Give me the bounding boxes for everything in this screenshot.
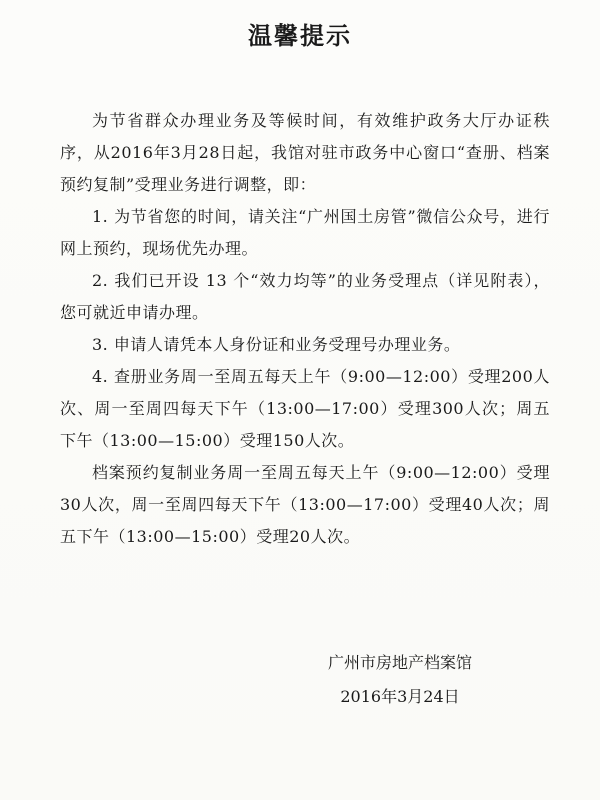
item-3-id-requirement: 3. 申请人请凭本人身份证和业务受理号办理业务。 <box>92 335 461 354</box>
notice-body <box>60 105 550 553</box>
signature-organization: 广州市房地产档案馆 <box>327 653 472 672</box>
signature-date: 2016年3月24日 <box>340 687 460 706</box>
item-1-wechat-reservation: 1. 为节省您的时间，请关注“广州国土房管”微信公众号，进行网上预约，现场优先办理。 <box>60 207 550 258</box>
item-4-register-inquiry-quota: 4. 查册业务周一至周五每天上午（9:00—12:00）受理200人次、周一至周四每天下午（13:00—17:00）受理300人次；周五下午（13:00—15:00）受理150人次。 <box>60 367 550 450</box>
archive-copy-quota: 档案预约复制业务周一至周五每天上午（9:00—12:00）受理30人次，周一至周四每天下午（13:00—17:00）受理40人次；周五下午（13:00—15:00）受理20人次。 <box>60 463 550 546</box>
item-2-service-points: 2. 我们已开设 13 个“效力均等”的业务受理点（详见附表），您可就近申请办理。 <box>60 271 550 322</box>
signature-block <box>300 646 500 714</box>
notice-title: 温馨提示 <box>248 21 352 50</box>
intro-paragraph: 为节省群众办理业务及等候时间，有效维护政务大厅办证秩序，从2016年3月28日起，我馆对驻市政务中心窗口“查册、档案预约复制”受理业务进行调整，即： <box>60 111 550 194</box>
